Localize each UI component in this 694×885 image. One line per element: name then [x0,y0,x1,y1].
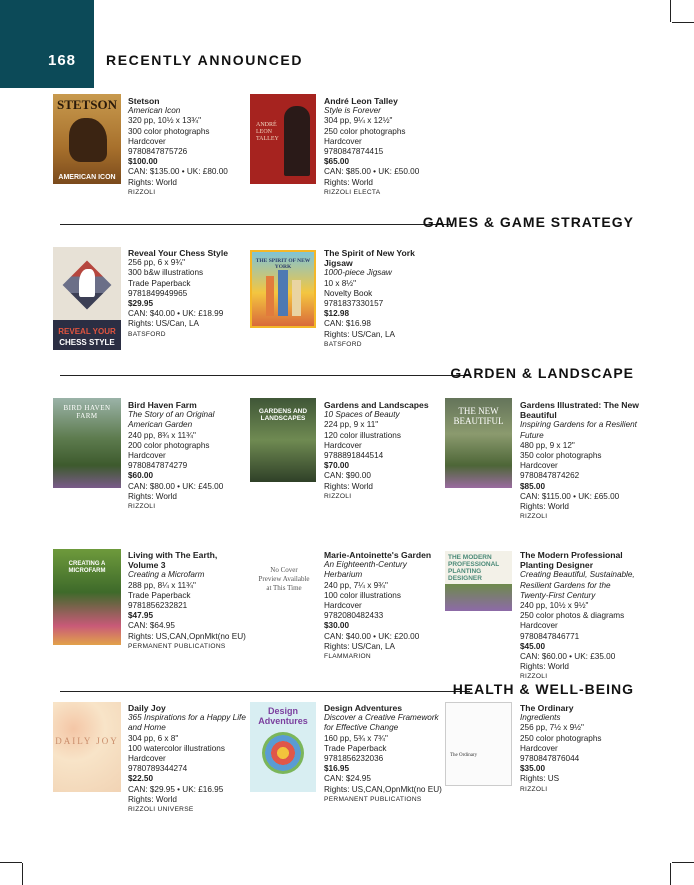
book-cover[interactable] [250,702,316,792]
book-title: The Ordinary [520,703,574,713]
book-subtitle: American Icon [128,106,181,116]
cover-title: ANDRÉ LEON TALLEY [256,122,279,142]
cover-title: GARDENS AND LANDSCAPES [258,408,308,422]
book-title: André Leon Talley [324,96,398,106]
book-cover[interactable] [53,702,121,792]
book-other-prices: CAN: $64.95 [128,621,175,631]
book-other-prices: CAN: $60.00 • UK: £35.00 [520,652,616,662]
book-rights: Rights: US/Can, LA [324,329,395,339]
book-isbn: 9780847874415 [324,147,384,157]
book-isbn: 9780847874262 [520,471,580,481]
book-cover[interactable] [445,551,512,611]
book-cover[interactable] [250,398,316,482]
book-publisher: BATSFORD [128,330,166,338]
book-subtitle: The Story of an Original American Garden [128,410,215,430]
book-publisher: RIZZOLI [128,188,156,196]
book-rights: Rights: World [324,481,373,491]
book-other-prices: CAN: $115.00 • UK: £65.00 [520,491,620,501]
book-rights: Rights: World [128,491,177,501]
page-tab [0,0,94,88]
book-price: $47.95 [128,611,154,621]
book-cover[interactable] [53,549,121,645]
book-cover[interactable] [445,702,512,786]
book-isbn: 9781849949965 [128,288,188,298]
book-price: $16.95 [324,764,350,774]
book-pages: 320 pp, 10½ x 13¾" [128,116,202,126]
section-health [60,681,634,701]
book-publisher: PERMANENT PUBLICATIONS [324,795,422,803]
book-title: Bird Haven Farm [128,400,197,410]
book-price: $100.00 [128,157,158,167]
book-isbn: 9781837330157 [324,299,384,309]
book-pages: 256 pp, 7½ x 9½" [520,723,584,733]
book-title: Daily Joy [128,703,166,713]
book-format: Hardcover [128,451,166,461]
book-format: Novelty Book [324,288,373,298]
book-publisher: RIZZOLI [520,673,548,681]
book-isbn: 9780847874279 [128,461,188,471]
book-subtitle: 10 Spaces of Beauty [324,410,400,420]
book-subtitle: Creating a Microfarm [128,570,205,580]
book-title: Stetson [128,96,160,106]
book-illustrations: 250 color photos & diagrams [520,611,625,621]
section-garden [60,365,634,385]
book-format: Hardcover [324,136,362,146]
book-subtitle: An Eighteenth-Century Herbarium [324,560,407,580]
book-pages: 10 x 8½" [324,278,357,288]
book-format: Trade Paperback [324,743,387,753]
crop-mark [670,0,671,22]
book-publisher: BATSFORD [324,340,362,348]
crop-mark [672,862,694,863]
book-price: $29.95 [128,299,154,309]
book-illustrations: 300 color photographs [128,126,210,136]
book-publisher: RIZZOLI [520,785,548,793]
cover-title: STETSON [57,97,117,112]
book-cover-placeholder[interactable] [258,566,310,612]
book-rights: Rights: World [128,177,177,187]
book-illustrations: 350 color photographs [520,451,602,461]
book-isbn: 9781856232036 [324,754,384,764]
book-isbn: 9782080482433 [324,611,384,621]
book-subtitle: 365 Inspirations for a Happy Life and Home [128,713,246,733]
book-price: $60.00 [128,471,154,481]
book-subtitle: Ingredients [520,713,561,723]
cover-subtitle: AMERICAN ICON [58,174,116,181]
book-publisher: RIZZOLI [324,492,352,500]
book-publisher: RIZZOLI [520,513,548,521]
book-pages: 256 pp, 6 x 9¾" [128,258,186,268]
book-isbn: 9780847875726 [128,147,188,157]
book-pages: 224 pp, 9 x 11" [324,420,379,430]
book-title: Living with The Earth, Volume 3 [128,550,218,571]
book-other-prices: CAN: $80.00 • UK: £45.00 [128,481,224,491]
section-title: GAMES & GAME STRATEGY [422,214,634,230]
book-pages: 240 pp, 8¾ x 11¾" [128,430,196,440]
cover-title: Design Adventures [258,706,308,726]
book-subtitle: Discover a Creative Framework for Effective Change [324,713,439,733]
book-publisher: PERMANENT PUBLICATIONS [128,642,226,650]
page-header: RECENTLY ANNOUNCED [106,52,304,68]
book-title: Gardens and Landscapes [324,400,429,410]
book-title: Gardens Illustrated: The New Beautiful [520,400,639,421]
crop-mark [22,863,23,885]
book-illustrations: 300 b&w illustrations [128,268,204,278]
book-illustrations: 120 color illustrations [324,430,401,440]
book-isbn: 9788891844514 [324,451,384,461]
cover-title: THE MODERN PROFESSIONAL PLANTING DESIGNER [448,554,500,582]
book-title: The Spirit of New York Jigsaw [324,248,415,269]
book-rights: Rights: World [520,502,569,512]
book-title: Design Adventures [324,703,402,713]
book-subtitle: Style is Forever [324,106,381,116]
book-other-prices: CAN: $40.00 • UK: £20.00 [324,631,420,641]
book-format: Hardcover [520,461,558,471]
book-price: $22.50 [128,774,154,784]
book-isbn: 9780847846771 [520,631,580,641]
book-isbn: 9781856232821 [128,601,188,611]
crop-mark [672,22,694,23]
cover-title: REVEAL YOUR [58,327,116,336]
book-price: $12.98 [324,309,350,319]
book-cover[interactable] [53,398,121,488]
book-cover[interactable] [445,398,512,488]
cover-title: The Ordinary [450,753,478,758]
book-rights: Rights: US,CAN,OpnMkt(no EU) [324,784,442,794]
book-cover[interactable] [53,94,121,184]
cover-title: THE NEW BEAUTIFUL [453,406,504,426]
book-rights: Rights: US/Can, LA [324,641,395,651]
book-format: Hardcover [128,754,166,764]
book-cover[interactable] [250,94,316,184]
book-title: Reveal Your Chess Style [128,248,228,258]
book-publisher: RIZZOLI ELECTA [324,188,381,196]
book-price: $65.00 [324,157,350,167]
book-other-prices: CAN: $85.00 • UK: £50.00 [324,167,420,177]
book-rights: Rights: World [128,794,177,804]
section-title: GARDEN & LANDSCAPE [450,365,634,381]
book-format: Hardcover [324,601,362,611]
cover-title: THE SPIRIT OF NEW YORK [255,258,311,270]
book-pages: 240 pp, 7¼ x 9¾" [324,580,388,590]
book-subtitle: 1000-piece Jigsaw [324,268,392,278]
crop-mark [0,862,22,863]
book-pages: 160 pp, 5¾ x 7¾" [324,733,388,743]
book-pages: 480 pp, 9 x 12" [520,440,575,450]
book-subtitle: Creating Beautiful, Sustainable, Resilient Gardens for the Twenty-First Century [520,570,635,600]
book-illustrations: 100 color illustrations [324,590,401,600]
book-cover[interactable] [53,247,121,350]
book-rights: Rights: World [520,662,569,672]
book-format: Hardcover [128,136,166,146]
book-cover[interactable] [250,250,316,328]
book-format: Hardcover [324,440,362,450]
book-rights: Rights: US [520,774,560,784]
book-other-prices: CAN: $29.95 • UK: £16.95 [128,784,224,794]
book-other-prices: CAN: $135.00 • UK: £80.00 [128,167,228,177]
book-title: The Modern Professional Planting Designer [520,550,623,571]
book-publisher: FLAMMARION [324,653,371,661]
section-games [60,214,634,234]
book-other-prices: CAN: $24.95 [324,774,371,784]
book-illustrations: 250 color photographs [324,126,406,136]
book-pages: 304 pp, 6 x 8" [128,733,179,743]
book-price: $30.00 [324,621,350,631]
book-pages: 304 pp, 9¼ x 12½" [324,116,393,126]
book-illustrations: 250 color photographs [520,733,602,743]
book-rights: Rights: World [324,177,373,187]
book-price: $70.00 [324,461,350,471]
book-other-prices: CAN: $16.98 [324,319,371,329]
book-illustrations: 100 watercolor illustrations [128,743,225,753]
book-other-prices: CAN: $40.00 • UK: £18.99 [128,309,224,319]
book-format: Trade Paperback [128,278,191,288]
book-price: $45.00 [520,641,546,651]
book-price: $35.00 [520,764,546,774]
book-rights: Rights: US,CAN,OpnMkt(no EU) [128,631,246,641]
book-format: Trade Paperback [128,590,191,600]
book-subtitle: Inspiring Gardens for a Resilient Future [520,420,637,440]
book-other-prices: CAN: $90.00 [324,471,371,481]
book-format: Hardcover [520,743,558,753]
book-publisher: RIZZOLI UNIVERSE [128,806,194,814]
section-title: HEALTH & WELL-BEING [452,681,634,697]
book-pages: 240 pp, 10½ x 9½" [520,601,589,611]
book-publisher: RIZZOLI [128,503,156,511]
book-pages: 288 pp, 8¼ x 11¾" [128,580,196,590]
book-illustrations: 200 color photographs [128,440,210,450]
crop-mark [670,863,671,885]
no-cover-text: No Cover Preview Available at This Time [258,566,310,592]
page-number: 168 [48,52,77,69]
cover-title: BIRD HAVEN FARM [63,404,111,420]
book-price: $85.00 [520,481,546,491]
book-isbn: 9780789344274 [128,764,188,774]
book-title: Marie-Antoinette's Garden [324,550,432,560]
book-rights: Rights: US/Can, LA [128,319,199,329]
book-isbn: 9780847876044 [520,754,580,764]
cover-title: CREATING A MICROFARM [68,561,106,574]
book-format: Hardcover [520,621,558,631]
cover-title: CHESS STYLE [59,338,115,347]
cover-title: DAILY JOY [55,736,119,746]
